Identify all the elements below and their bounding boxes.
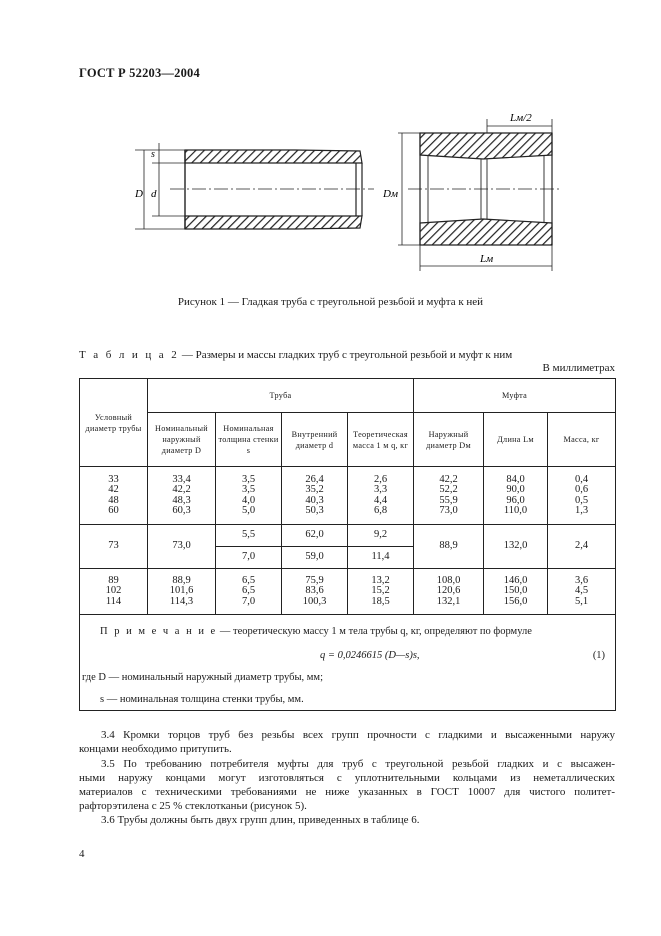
cell-D bbox=[148, 467, 216, 525]
cell-value: 89 bbox=[108, 574, 119, 586]
cell-s: 7,0 bbox=[216, 547, 282, 569]
cell-q: 9,2 bbox=[348, 525, 414, 547]
cell-s bbox=[216, 569, 282, 615]
cell-value: 18,5 bbox=[371, 595, 390, 607]
cell-m bbox=[548, 467, 616, 525]
cell-D bbox=[148, 569, 216, 615]
figure-caption: Рисунок 1 — Гладкая труба с треугольной резьбой и муфта к ней bbox=[177, 296, 484, 308]
header-theoretical-mass: Теоретическая масса 1 м q, кг bbox=[348, 413, 414, 467]
cell-value: 42,2 bbox=[439, 473, 458, 485]
cell-value: 114,3 bbox=[169, 595, 194, 607]
cell-value: 48 bbox=[108, 494, 119, 506]
cell-value: 0,6 bbox=[574, 484, 589, 495]
paragraph-3-4-line1: 3.4 Кромки торцов труб без резьбы всех групп прочности с гладкими и высаженными наружу bbox=[101, 729, 615, 741]
paragraph-3-5-line3: материалов с техническими требованиями не ниже указанных в ГОСТ 10007 для чистого политет- bbox=[79, 786, 615, 798]
cell-value: 5,0 bbox=[241, 505, 256, 516]
cell-value: 6,5 bbox=[241, 585, 256, 597]
note-line bbox=[100, 627, 532, 638]
header-coupling-diameter: Наружный диаметр Dм bbox=[414, 413, 484, 467]
cell-value: 120,6 bbox=[436, 585, 461, 597]
cell-q: 11,4 bbox=[348, 547, 414, 569]
label-s: s bbox=[151, 149, 155, 160]
cell-value: 132,1 bbox=[436, 595, 461, 607]
cell-value: 35,2 bbox=[305, 484, 324, 495]
cell-value: 55,9 bbox=[439, 494, 458, 506]
cell-value: 13,2 bbox=[371, 574, 390, 586]
cell-value: 88,9 bbox=[172, 574, 191, 586]
cell-value: 40,3 bbox=[305, 494, 324, 506]
note-text: — теоретическую массу 1 м тела трубы q, кг, определяют по формуле bbox=[217, 626, 532, 637]
cell-value: 7,0 bbox=[241, 595, 256, 607]
table-note bbox=[80, 615, 616, 711]
header-coupling-mass: Масса, кг bbox=[548, 413, 616, 467]
dimensions-table bbox=[79, 378, 616, 711]
cell-Lm: 132,0 bbox=[484, 525, 548, 569]
note-formula: q = 0,0246615 (D—s)s, bbox=[320, 650, 420, 661]
table-row bbox=[80, 525, 616, 547]
header-wall-thickness: Номинальная толщина стенки s bbox=[216, 413, 282, 467]
cell-d: 62,0 bbox=[282, 525, 348, 547]
cell-q bbox=[348, 467, 414, 525]
cell-d bbox=[282, 467, 348, 525]
cell-m: 2,4 bbox=[548, 525, 616, 569]
cell-value: 83,6 bbox=[305, 585, 324, 597]
cell-q bbox=[348, 569, 414, 615]
paragraph-3-6: 3.6 Трубы должны быть двух групп длин, приведенных в таблице 6. bbox=[101, 814, 420, 826]
header-coupling-length: Длина Lм bbox=[484, 413, 548, 467]
cell-value: 101,6 bbox=[169, 585, 194, 597]
header-inner-diameter: Внутренний диаметр d bbox=[282, 413, 348, 467]
coupling-drawing bbox=[398, 119, 562, 271]
cell-value: 0,5 bbox=[574, 494, 589, 506]
cell-value: 42 bbox=[108, 484, 119, 495]
cell-value: 73,0 bbox=[439, 505, 458, 516]
cell-value: 3,3 bbox=[373, 484, 388, 495]
cell-dn: 73 bbox=[80, 525, 148, 569]
label-Dm: Dм bbox=[383, 188, 398, 200]
label-Lm-half: Lм/2 bbox=[510, 112, 532, 124]
cell-value: 15,2 bbox=[371, 585, 390, 597]
cell-value: 26,4 bbox=[305, 473, 324, 485]
cell-d bbox=[282, 569, 348, 615]
label-D: D bbox=[135, 188, 143, 200]
cell-value: 100,3 bbox=[302, 595, 327, 607]
label-d: d bbox=[151, 188, 157, 200]
paragraph-3-4-line2: концами необходимо притупить. bbox=[79, 743, 232, 755]
cell-value: 110,0 bbox=[503, 505, 528, 516]
cell-value: 4,0 bbox=[241, 494, 256, 506]
table-caption-prefix: Т а б л и ц а 2 bbox=[79, 349, 180, 361]
cell-value: 4,5 bbox=[574, 585, 589, 597]
cell-d: 59,0 bbox=[282, 547, 348, 569]
cell-Dm: 88,9 bbox=[414, 525, 484, 569]
cell-value: 6,8 bbox=[373, 505, 388, 516]
cell-value: 48,3 bbox=[172, 494, 191, 506]
cell-value: 146,0 bbox=[503, 574, 528, 586]
pipe-drawing bbox=[135, 143, 374, 229]
cell-value: 90,0 bbox=[506, 484, 525, 495]
table-caption-text: — Размеры и массы гладких труб с треугольной резьбой и муфт к ним bbox=[179, 349, 513, 361]
cell-Lm bbox=[484, 569, 548, 615]
note-formula-number: (1) bbox=[592, 650, 606, 661]
cell-Lm bbox=[484, 467, 548, 525]
cell-Dm bbox=[414, 569, 484, 615]
cell-value: 1,3 bbox=[574, 505, 589, 516]
table-row-group-1 bbox=[80, 467, 616, 525]
cell-m bbox=[548, 569, 616, 615]
cell-dn bbox=[80, 467, 148, 525]
cell-value: 5,1 bbox=[574, 595, 589, 607]
table-units: В миллиметрах bbox=[542, 362, 615, 374]
cell-value: 60,3 bbox=[172, 505, 191, 516]
cell-value: 150,0 bbox=[503, 585, 528, 597]
cell-value: 60 bbox=[108, 505, 119, 516]
header-pipe: Труба bbox=[148, 379, 414, 413]
cell-value: 33 bbox=[108, 473, 119, 485]
cell-value: 50,3 bbox=[305, 505, 324, 516]
cell-value: 4,4 bbox=[373, 494, 388, 506]
cell-value: 156,0 bbox=[503, 595, 528, 607]
table-caption bbox=[79, 349, 512, 361]
cell-D: 73,0 bbox=[148, 525, 216, 569]
note-where-s: s — номинальная толщина стенки трубы, мм. bbox=[100, 694, 304, 705]
cell-Dm bbox=[414, 467, 484, 525]
cell-value: 75,9 bbox=[305, 574, 324, 586]
document-header: ГОСТ Р 52203—2004 bbox=[79, 66, 200, 80]
cell-value: 102 bbox=[105, 585, 122, 597]
cell-s: 5,5 bbox=[216, 525, 282, 547]
page-number: 4 bbox=[79, 848, 85, 860]
cell-value: 3,6 bbox=[574, 574, 589, 586]
paragraph-3-5-line4: рафторэтилена с 25 % стеклотканьи (рисунок 5). bbox=[79, 800, 307, 812]
cell-value: 52,2 bbox=[439, 484, 458, 495]
paragraph-3-5-line2: ными наружу концами могут изготовляться с уплотнительными кольцами из неметаллических bbox=[79, 772, 615, 784]
cell-value: 3,5 bbox=[241, 484, 256, 495]
cell-value: 96,0 bbox=[506, 494, 525, 506]
figure-pipe-coupling bbox=[130, 105, 570, 275]
cell-value: 0,4 bbox=[574, 473, 589, 485]
note-label: П р и м е ч а н и е bbox=[100, 626, 218, 637]
cell-value: 84,0 bbox=[506, 473, 525, 485]
cell-value: 2,6 bbox=[373, 473, 388, 485]
cell-value: 6,5 bbox=[241, 574, 256, 586]
header-coupling: Муфта bbox=[414, 379, 616, 413]
paragraph-3-5-line1: 3.5 По требованию потребителя муфты для труб с треугольной резьбой гладких и с высажен- bbox=[101, 758, 615, 770]
label-Lm: Lм bbox=[480, 253, 494, 265]
cell-s bbox=[216, 467, 282, 525]
cell-value: 42,2 bbox=[172, 484, 191, 495]
header-nominal-diameter: Условный диаметр трубы bbox=[80, 379, 148, 467]
header-outer-diameter: Номинальный наружный диаметр D bbox=[148, 413, 216, 467]
cell-value: 33,4 bbox=[172, 473, 191, 485]
note-where-D: где D — номинальный наружный диаметр трубы, мм; bbox=[82, 672, 323, 683]
cell-value: 114 bbox=[105, 595, 122, 607]
table-row-group-3 bbox=[80, 569, 616, 615]
cell-value: 108,0 bbox=[436, 574, 461, 586]
cell-value: 3,5 bbox=[241, 473, 256, 485]
cell-dn bbox=[80, 569, 148, 615]
